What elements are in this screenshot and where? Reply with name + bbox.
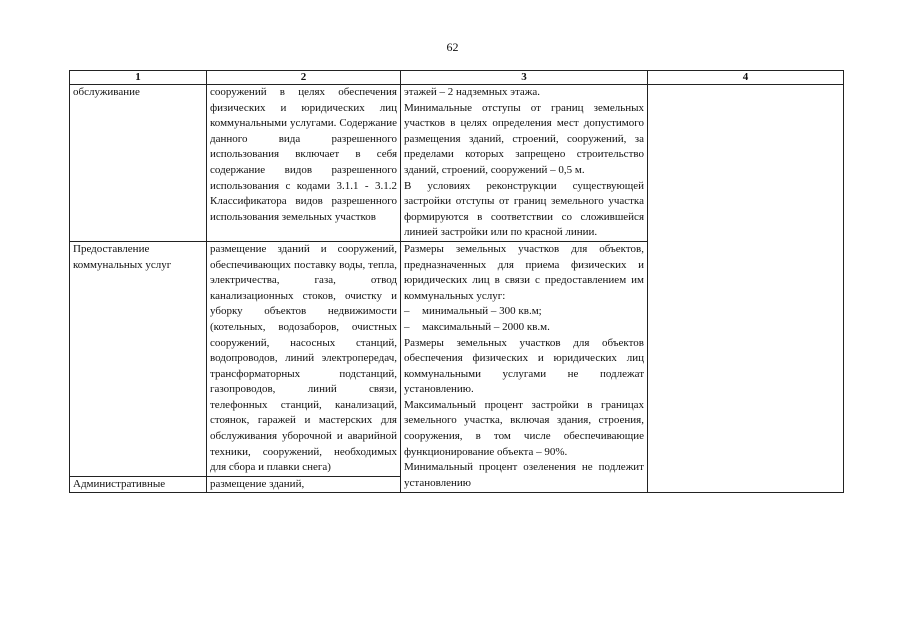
table-row — [70, 85, 844, 242]
table-header-row — [70, 71, 844, 85]
page-number: 62 — [446, 40, 459, 54]
parameter-paragraph: Размеры земельных участков для объектов обеспечения физических и юридических лиц коммунальными услугами не подлежат установлению. — [404, 336, 644, 396]
parameter-paragraph: Максимальный процент застройки в границах земельного участка, включая здания, строения, сооружения, в том числе обеспечивающие функционирование объекта – 90%. — [404, 398, 644, 458]
parameter-paragraph: Минимальный процент озеленения не подлежит установлению — [404, 461, 644, 489]
description-text: сооружений в целях обеспечения физических и юридических лиц коммунальными услугами. Содержание данного вида разрешенного использования включает в себя содержание видов разрешенного использования с кодами 3.1.1 - 3.1.2 Классификатора видов разрешенного использования земельных участков — [210, 86, 397, 223]
use-type-description — [207, 476, 401, 493]
parameter-paragraph: В условиях реконструкции существующей застройки отступы от границ земельного участка формируются в соответствии со сложившейся линией застройки или по красной линии. — [404, 179, 644, 239]
use-type-name: обслуживание — [70, 85, 207, 242]
dash-icon: – — [404, 320, 410, 333]
use-type-description — [207, 241, 401, 476]
column-header-2: 2 — [207, 71, 401, 85]
column-header-3: 3 — [401, 71, 648, 85]
description-text: размещение зданий и сооружений, обеспечивающих поставку воды, тепла, электричества, газа, отвод канализационных стоков, очистку и уборку объектов недвижимости (котельных, водозаборов, очистных сооружений, насосных станций, водопроводов, линий электропередач, трансформаторных подстанций, газопроводов, линий связи, телефонных станций, канализаций, стоянок, гаражей и мастерских для обслуживания уборочной и аварийной техники, сооружений, необходимых для сбора и плавки снега) — [210, 242, 397, 474]
notes-cell — [648, 85, 844, 493]
description-text: размещение зданий, — [210, 477, 305, 490]
bullet-item: – минимальный – 300 кв.м; — [404, 304, 644, 320]
parameter-paragraph: Размеры земельных участков для объектов, предназначенных для приема физических и юридических лиц в связи с предоставлением им коммунальных услуг: — [404, 242, 644, 302]
bullet-item: – максимальный – 2000 кв.м. — [404, 320, 644, 336]
parameter-paragraph: Минимальные отступы от границ земельных участков в целях определения мест допустимого размещения зданий, строений, сооружений, за пределами которых запрещено строительство зданий, строений, сооружений – 0,5 м. — [404, 101, 644, 176]
use-type-description — [207, 85, 401, 242]
parameters-cell — [401, 241, 648, 493]
parameters-cell — [401, 85, 648, 242]
dash-icon: – — [404, 305, 410, 318]
use-type-name: Предоставление коммунальных услуг — [70, 241, 207, 476]
column-header-4: 4 — [648, 71, 844, 85]
parameter-paragraph: этажей – 2 надземных этажа. — [404, 86, 541, 98]
use-type-name: Административные — [70, 476, 207, 493]
regulations-table — [69, 70, 844, 493]
column-header-1: 1 — [70, 71, 207, 85]
